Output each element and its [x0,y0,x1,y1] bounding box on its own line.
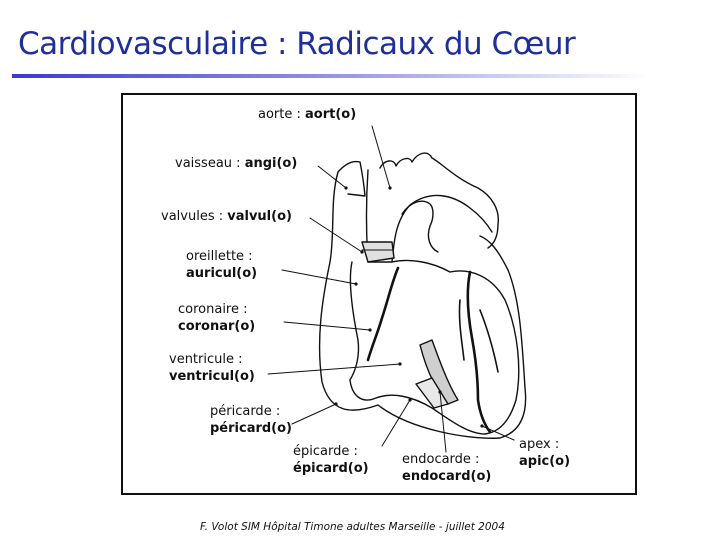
label-word: péricarde : [210,404,281,419]
label-word: aorte : [258,107,301,122]
label-word: coronaire : [178,302,248,317]
label-root: péricard(o) [210,421,292,436]
label-word: ventricule : [169,352,243,367]
label-word: apex : [519,437,560,452]
page-title: Cardiovasculaire : Radicaux du Cœur [18,26,576,62]
pointer-epicarde [382,400,410,446]
label-root: valvul(o) [227,209,292,224]
label-epicarde [293,443,369,477]
pointer-vaisseau [318,166,346,188]
label-vaisseau [175,155,297,172]
label-word: épicarde : [293,444,358,459]
pointer-aorte [372,126,390,188]
footer-credit: F. Volot SIM Hôpital Timone adultes Marseille - juillet 2004 [200,521,505,533]
label-valvules [161,208,292,225]
label-word: valvules : [161,209,224,224]
pointer-ventricule [268,364,400,374]
coronary-artery-left [368,268,398,360]
atrium [362,242,394,262]
pericardium-outline [320,172,526,438]
pointer-oreillette [282,270,356,284]
right-atrium-wall [350,262,359,380]
label-root: ventricul(o) [169,369,255,384]
coronary-branch-2 [480,310,498,372]
label-word: oreillette : [186,249,253,264]
pointer-coronaire [284,322,370,330]
coronary-artery-right [468,272,490,432]
pointer-pericarde [292,404,336,424]
coronary-branch [459,300,464,360]
label-word: endocarde : [402,452,480,467]
label-coronaire [178,301,255,335]
label-endocarde [402,451,491,485]
aortic-arch [380,153,498,248]
label-root: épicard(o) [293,461,369,476]
label-oreillette [186,248,257,282]
label-root: endocard(o) [402,469,492,484]
pointer-valvules [310,218,362,252]
label-aorte [258,106,356,123]
label-root: angi(o) [244,156,298,171]
label-root: aort(o) [305,107,357,122]
label-word: vaisseau : [175,156,241,171]
label-pericarde [210,403,292,437]
label-root: coronar(o) [178,319,256,334]
vena-cava [338,161,365,196]
label-ventricule [169,351,255,385]
label-apex [519,436,570,470]
label-root: apic(o) [519,454,571,469]
label-root: auricul(o) [186,266,258,281]
